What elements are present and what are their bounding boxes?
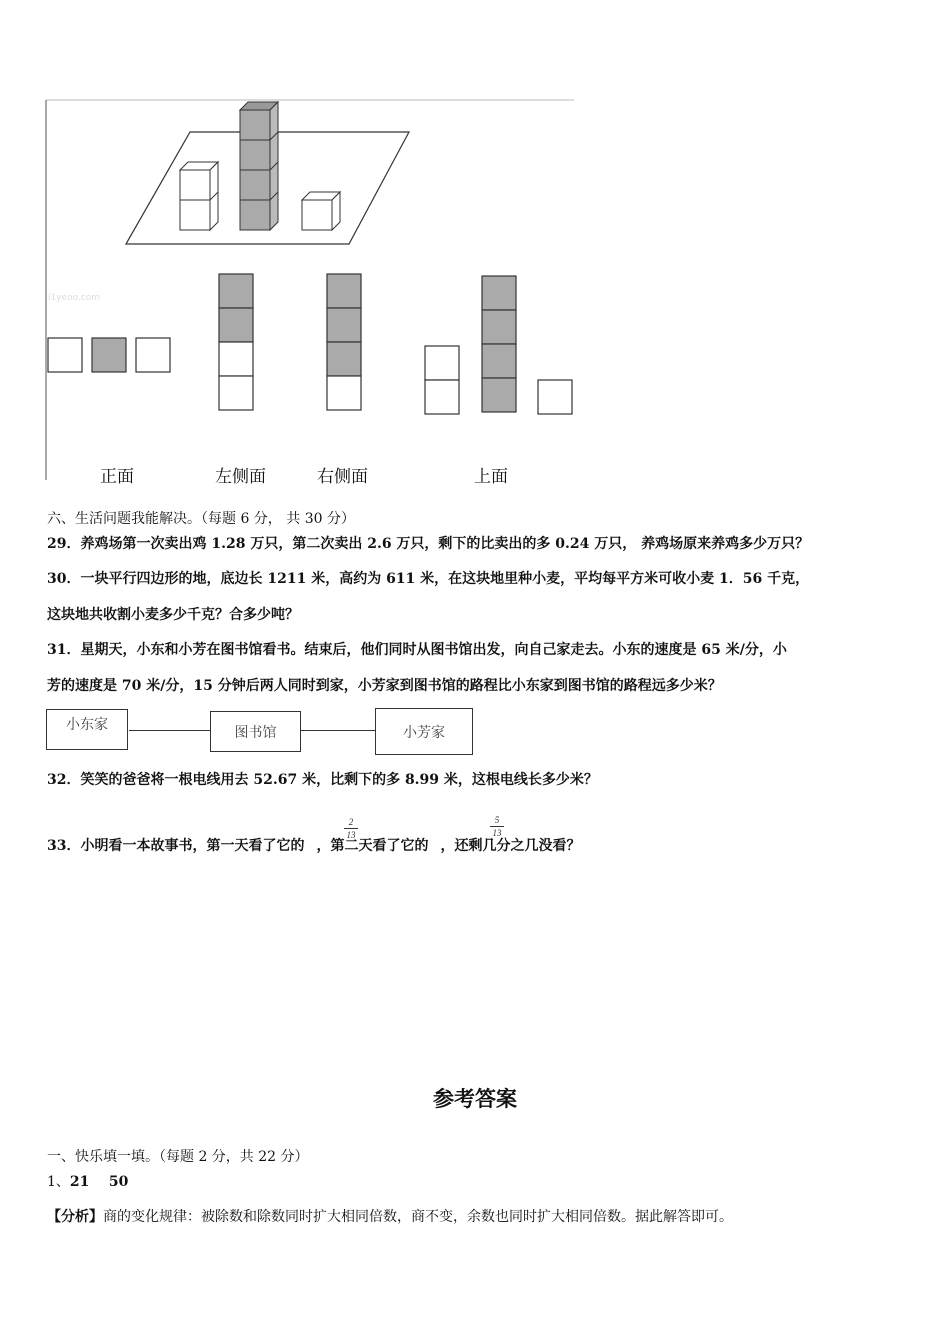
answers-section1-heading: 一、快乐填一填。（每题 2 分，共 22 分） xyxy=(47,1149,309,1165)
cube-stack-middle xyxy=(240,102,278,230)
fraction-2-13: 2 13 xyxy=(344,817,358,840)
top-view xyxy=(425,276,572,414)
question-31-line2: 芳的速度是 70 米/分，15 分钟后两人同时到家，小芳家到图书馆的路程比小东家到图书馆的路程远多少米？ xyxy=(47,678,722,694)
right-side-view xyxy=(327,274,361,410)
section6-heading: 六、生活问题我能解决。（每题 6 分， 共 30 分） xyxy=(47,511,355,527)
svg-text:i1yeoo.com: i1yeoo.com xyxy=(48,293,101,303)
fraction-5-13: 5 13 xyxy=(490,815,504,838)
answer-1: 1、21 50 xyxy=(47,1174,129,1190)
front-view xyxy=(48,338,170,372)
cube-stack-left xyxy=(180,162,218,230)
question-32: 32．笑笑的爸爸将一根电线用去 52.67 米，比剩下的多 8.99 米，这根电线长多少米？ xyxy=(47,772,598,788)
answers-title: 参考答案 xyxy=(433,1087,517,1111)
cube-views-figure xyxy=(44,98,576,486)
view-label-left: 左侧面 xyxy=(215,467,266,486)
view-label-front: 正面 xyxy=(100,467,134,486)
cube-single-right xyxy=(302,192,340,230)
left-side-view xyxy=(219,274,253,410)
view-label-right: 右侧面 xyxy=(317,467,368,486)
view-label-top: 上面 xyxy=(474,467,508,486)
diagram-connector xyxy=(129,730,210,731)
diagram-connector xyxy=(300,730,375,731)
question-30-line2: 这块地共收割小麦多少千克？合多少吨？ xyxy=(47,607,299,623)
question-31-line1: 31．星期天，小东和小芳在图书馆看书。结束后，他们同时从图书馆出发，向自己家走去。小东的速度是 65 米/分，小 xyxy=(47,642,787,658)
diagram-box-xiaodong-home: 小东家 xyxy=(46,709,128,750)
question-33: 33．小明看一本故事书，第一天看了它的 ，第二天看了它的 ，还剩几分之几没看？ xyxy=(47,838,581,854)
answer-1-analysis: 【分析】商的变化规律：被除数和除数同时扩大相同倍数，商不变，余数也同时扩大相同倍数。据此解答即可。 xyxy=(47,1209,733,1225)
question-29: 29．养鸡场第一次卖出鸡 1.28 万只，第二次卖出 2.6 万只，剩下的比卖出的多 0.24 万只， 养鸡场原来养鸡多少万只？ xyxy=(47,536,810,552)
question-30-line1: 30．一块平行四边形的地，底边长 1211 米，高约为 611 米，在这块地里种小麦，平均每平方米可收小麦 1．56 千克， xyxy=(47,571,810,587)
diagram-box-xiaofang-home: 小芳家 xyxy=(375,708,473,755)
diagram-box-library: 图书馆 xyxy=(210,711,301,752)
